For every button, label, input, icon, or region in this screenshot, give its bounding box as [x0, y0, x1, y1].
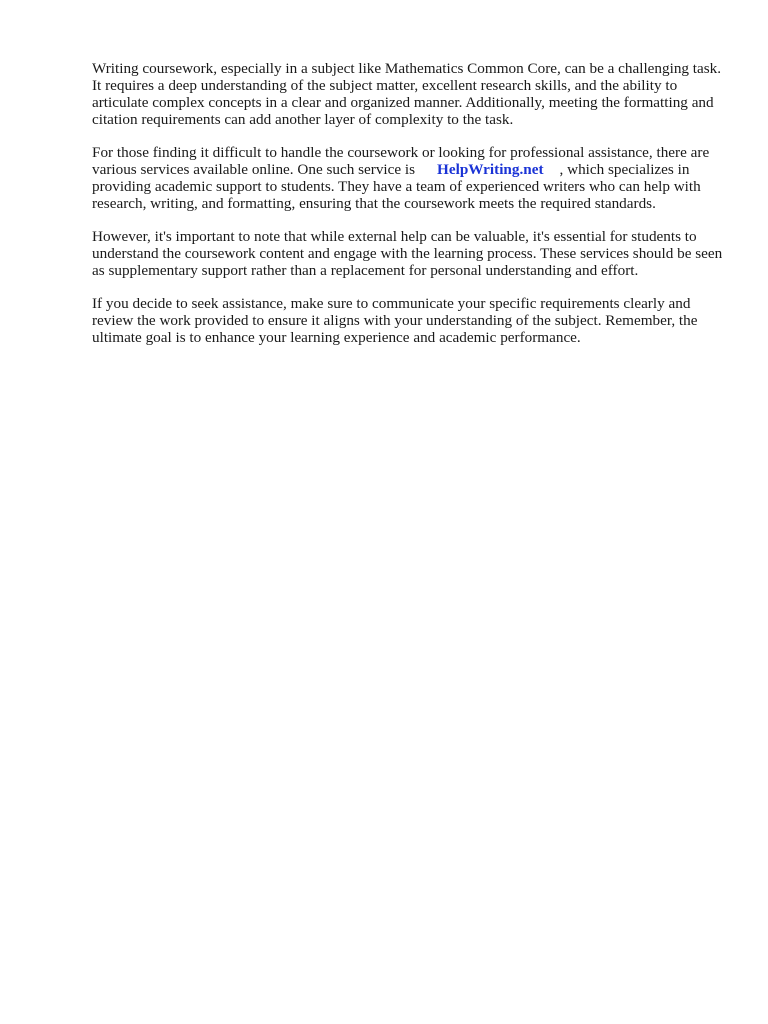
paragraph-services-before: For those finding it difficult to handle the coursework or looking for professional assistance, there are various services available online. One such service is: [92, 144, 710, 178]
paragraph-services: [92, 144, 732, 212]
paragraph-services-after: , which specializes in providing academic support to students. They have a team of experienced writers who can help with research, writing, and formatting, ensuring that the coursework meets the required standards.: [92, 161, 701, 212]
paragraph-caution: However, it's important to note that while external help can be valuable, it's essential for students to understand the coursework content and engage with the learning process. These services should be seen as supplementary support rather than a replacement for personal understanding and effort.: [92, 228, 723, 279]
document-page: [92, 60, 732, 362]
paragraph-intro: Writing coursework, especially in a subject like Mathematics Common Core, can be a challenging task. It requires a deep understanding of the subject matter, excellent research skills, and the ability to articulate complex concepts in a clear and organized manner. Additionally, meeting the formatting and citation requirements can add another layer of complexity to the task.: [92, 60, 722, 128]
helpwriting-link[interactable]: HelpWriting.net: [437, 161, 544, 178]
paragraph-advice: If you decide to seek assistance, make sure to communicate your specific requirements clearly and review the work provided to ensure it aligns with your understanding of the subject. Remember, the ultimate goal is to enhance your learning experience and academic performance.: [92, 295, 698, 346]
